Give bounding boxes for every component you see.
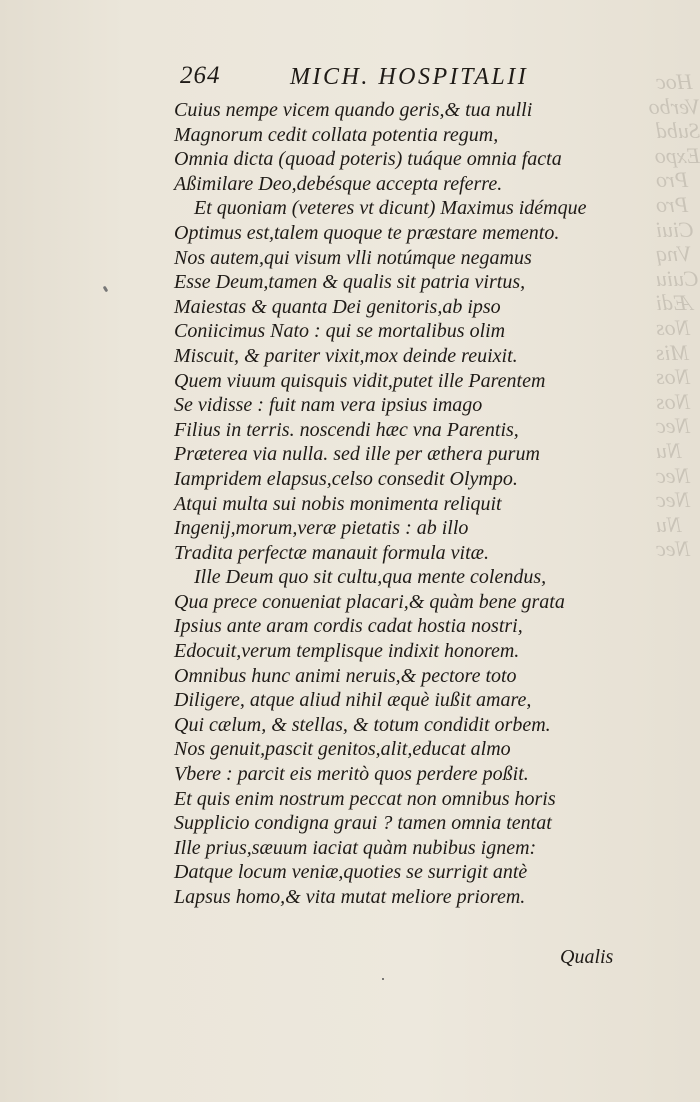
verse-line: Edocuit,verum templisque indixit honorem. [174,640,520,663]
verse-line: Miscuit, & pariter vixit,mox deinde reuixit. [174,344,518,367]
verse-line: Atqui multa sui nobis monimenta reliquit [174,492,502,515]
verse-line: Et quis enim nostrum peccat non omnibus horis [174,787,556,810]
verse-line: Cuius nempe vicem quando geris,& tua nulli [174,99,533,121]
verse-line: Ille Deum quo sit cultu,qua mente colendus, [194,566,547,589]
catchword: Qualis [560,946,614,968]
page-header [180,60,600,94]
show-through-text: Hoc Verbo Subd Expo Pro Pro Ciui Vnq Cuiu Ædi Nos Mis Nos Nos Nec Nu Nec Nec Nu Nec [648,69,700,562]
verse-line: Optimus est,talem quoque te præstare memento. [174,221,560,244]
verse-line: Vbere : parcit eis meritò quos perdere poßit. [174,763,529,786]
paper-mark [103,286,109,293]
verse-line: Omnibus hunc animi neruis,& pectore toto [174,664,517,687]
paper-mark [382,978,384,980]
verse-line: Tradita perfectæ manauit formula vitæ. [174,541,490,564]
verse-line: Nos genuit,pascit genitos,alit,educat almo [174,738,511,761]
verse-line: Se vidisse : fuit nam vera ipsius imago [174,394,483,417]
verse-line: Ille prius,sæuum iaciat quàm nubibus ignem: [174,836,537,859]
verse-line: Nos autem,qui visum vlli notúmque negamus [174,246,532,269]
verse-line: Præterea via nulla. sed ille per æthera purum [174,443,540,466]
verse-line: Supplicio condigna graui ? tamen omnia tentat [174,812,552,835]
verse-line: Diligere, atque aliud nihil æquè iußit amare, [174,689,532,712]
verse-text [174,98,654,910]
verse-line: Filius in terris. noscendi hæc vna Parentis, [174,418,519,441]
verse-line: Lapsus homo,& vita mutat meliore priorem. [174,886,526,908]
verse-line: Magnorum cedit collata potentia regum, [174,123,499,146]
verse-line: Qua prece conueniat placari,& quàm bene grata [174,590,565,613]
verse-line: Iampridem elapsus,celso consedit Olympo. [174,467,518,490]
verse-line: Coniicimus Nato : qui se mortalibus olim [174,320,506,343]
verse-line: Quem viuum quisquis vidit,putet ille Parentem [174,369,546,392]
running-head: MICH. HOSPITALII [290,64,529,90]
verse-line: Ingenij,morum,veræ pietatis : ab illo [174,517,469,540]
verse-line: Qui cælum, & stellas, & totum condidit orbem. [174,713,551,736]
verse-line: Et quoniam (veteres vt dicunt) Maximus idémque [194,197,587,220]
verse-line: Omnia dicta (quoad poteris) tuáque omnia facta [174,148,562,171]
page-number: 264 [180,62,221,89]
verse-line: Ipsius ante aram cordis cadat hostia nostri, [174,615,523,638]
verse-line: Aßimilare Deo,debésque accepta referre. [174,172,503,195]
verse-line: Esse Deum,tamen & qualis sit patria virtus, [174,271,526,294]
verse-line: Maiestas & quanta Dei genitoris,ab ipso [174,295,501,318]
verse-line: Datque locum veniæ,quoties se surrigit antè [174,861,528,884]
